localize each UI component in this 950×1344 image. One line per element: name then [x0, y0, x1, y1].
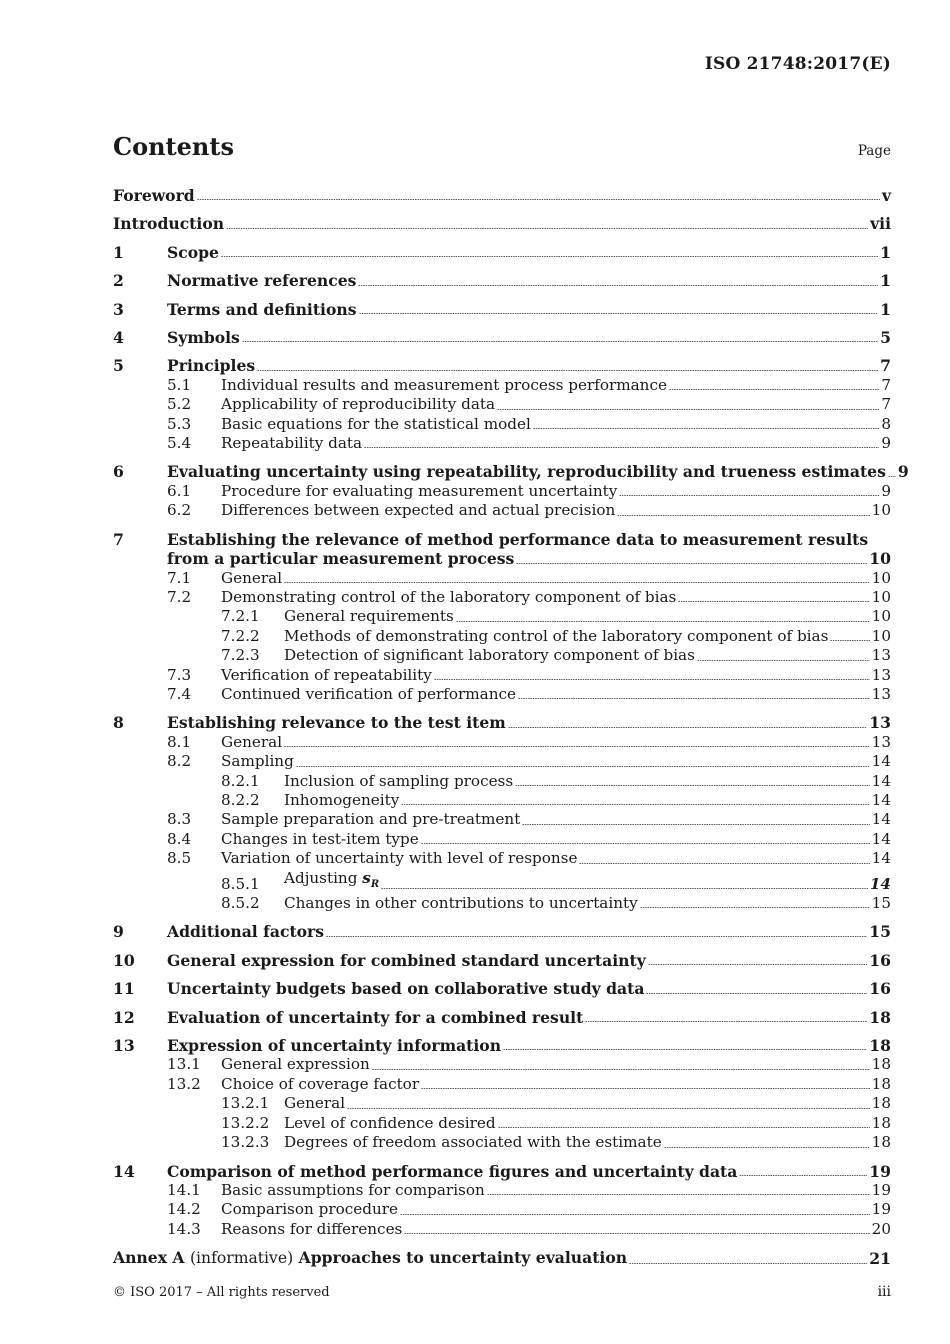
toc-title-line1: Establishing the relevance of method performance data to measurement results [167, 529, 869, 549]
toc-entry-9[interactable] [113, 922, 891, 941]
toc-page: 18 [871, 1113, 891, 1132]
toc-title: Inclusion of sampling process [284, 771, 514, 790]
dot-leader [518, 698, 870, 699]
toc-title: Verification of repeatability [221, 665, 432, 684]
toc-title: Applicability of reproducibility data [221, 395, 496, 414]
dot-leader [516, 563, 867, 564]
toc-number: 7.2.2 [221, 626, 260, 645]
toc-entry-14-2[interactable] [113, 1200, 891, 1219]
toc-page: 14 [871, 771, 891, 790]
toc-number: 6 [113, 462, 124, 482]
toc-title: Evaluating uncertainty using repeatability, reproducibility and trueness estimates [167, 462, 886, 482]
toc-number: 8 [113, 713, 124, 733]
toc-number: 7.4 [167, 684, 192, 703]
toc-title: Principles [167, 356, 256, 376]
toc-entry-13-1[interactable] [113, 1055, 891, 1074]
dot-leader [648, 964, 868, 965]
toc-number: 13.2.1 [221, 1094, 270, 1113]
toc-title-text: Adjusting [284, 868, 358, 887]
toc-page: 10 [871, 501, 891, 520]
toc-title: Establishing relevance to the test item [167, 713, 506, 733]
toc-title: Symbols [167, 328, 240, 348]
toc-entry-foreword[interactable] [113, 186, 891, 205]
toc-number: 5.4 [167, 434, 192, 453]
toc-page: 9 [897, 462, 909, 482]
toc-page: 1 [880, 271, 891, 291]
toc-page: 14 [869, 874, 891, 893]
toc-page: 16 [869, 950, 891, 970]
toc-title: Expression of uncertainty information [167, 1036, 502, 1056]
toc-page: 5 [880, 328, 891, 348]
toc-entry-13-2[interactable] [113, 1075, 891, 1094]
toc-title: General [221, 732, 283, 751]
toc-title: Individual results and measurement process performance [221, 375, 667, 394]
dot-leader [401, 804, 869, 805]
toc-title: Choice of coverage factor [221, 1074, 420, 1093]
toc-entry-7[interactable] [113, 530, 891, 549]
dot-leader [400, 1214, 870, 1215]
toc-number: 7.1 [167, 568, 192, 587]
toc-page: 13 [871, 646, 891, 665]
toc-entry-8-4[interactable] [113, 830, 891, 849]
toc-page: 18 [869, 1007, 891, 1027]
toc-number: 13.2.2 [221, 1113, 270, 1132]
dot-leader [296, 766, 870, 767]
dot-leader [579, 863, 869, 864]
toc-page: 14 [871, 829, 891, 848]
toc-entry-8-5[interactable] [113, 849, 891, 868]
toc-title: Inhomogeneity [284, 790, 400, 809]
toc-page: 18 [871, 1133, 891, 1152]
toc-page: 1 [880, 299, 891, 319]
toc-page: 18 [871, 1074, 891, 1093]
annex-title: Approaches to uncertainty evaluation [298, 1248, 628, 1268]
dot-leader [617, 515, 869, 516]
toc-entry-annex-a[interactable] [113, 1248, 891, 1268]
toc-title: Degrees of freedom associated with the estimate [284, 1133, 662, 1152]
dot-leader [404, 1233, 869, 1234]
toc-entry-introduction[interactable] [113, 214, 891, 233]
toc-number: 8.2 [167, 752, 192, 771]
toc-entry-6[interactable] [113, 462, 909, 482]
toc-page: 19 [871, 1180, 891, 1199]
toc-title: Detection of significant laboratory component of bias [284, 646, 695, 665]
toc-title: Variation of uncertainty with level of response [221, 849, 578, 868]
toc-entry-8-2-1[interactable] [113, 772, 891, 791]
toc-entry-6-1[interactable] [113, 482, 891, 501]
toc-title [284, 869, 379, 894]
toc-entry-11[interactable] [113, 979, 891, 998]
toc-title: Procedure for evaluating measurement uncertainty [221, 481, 618, 500]
toc-page: 13 [871, 732, 891, 751]
toc-entry-5-3[interactable] [113, 415, 891, 434]
toc-page: 18 [871, 1094, 891, 1113]
toc-entry-13-2-2[interactable] [113, 1114, 891, 1133]
copyright-notice: © ISO 2017 – All rights reserved [113, 1285, 330, 1300]
toc-title: Foreword [113, 186, 195, 205]
toc-number: 5.3 [167, 414, 192, 433]
toc-number: 13.2.3 [221, 1133, 270, 1152]
toc-entry-5-2[interactable] [113, 395, 891, 414]
toc-entry-13[interactable] [113, 1036, 891, 1055]
toc-page: 10 [871, 626, 891, 645]
dot-leader [421, 843, 870, 844]
toc-number: 14.2 [167, 1200, 201, 1219]
toc-entry-14-3[interactable] [113, 1220, 891, 1239]
toc-page: 1 [880, 242, 891, 262]
toc-entry-14-1[interactable] [113, 1181, 891, 1200]
dot-leader [664, 1147, 870, 1148]
toc-page: 20 [871, 1219, 891, 1238]
toc-title: Additional factors [167, 922, 325, 942]
dot-leader [515, 785, 870, 786]
dot-leader [364, 447, 879, 448]
toc-entry-5-1[interactable] [113, 376, 891, 395]
toc-title: Repeatability data [221, 434, 363, 453]
toc-page: 7 [881, 375, 891, 394]
toc-entry-7-continued[interactable] [113, 549, 891, 568]
toc-entry-8-5-1[interactable] [113, 869, 891, 894]
toc-entry-7-2-1[interactable] [113, 607, 891, 626]
toc-page: 13 [869, 713, 891, 733]
toc-title: Introduction [113, 214, 225, 234]
toc-title: Reasons for differences [221, 1219, 403, 1238]
toc-title: Continued verification of performance [221, 684, 517, 703]
toc-page: 13 [871, 684, 891, 703]
toc-page: 13 [871, 665, 891, 684]
toc-entry-7-4[interactable] [113, 685, 891, 704]
toc-number: 3 [113, 299, 124, 319]
toc-entry-13-2-1[interactable] [113, 1094, 891, 1113]
toc-entry-7-3[interactable] [113, 666, 891, 685]
toc-number: 11 [113, 979, 135, 999]
dot-leader [697, 660, 870, 661]
dot-leader [358, 285, 878, 286]
dot-leader [619, 495, 879, 496]
toc-title [113, 1248, 627, 1268]
toc-number: 8.5.2 [221, 894, 260, 913]
toc-entry-4[interactable] [113, 328, 891, 347]
toc-number: 13 [113, 1036, 135, 1056]
toc-entry-7-2-2[interactable] [113, 627, 891, 646]
toc-number: 7.2.1 [221, 607, 260, 626]
toc-number: 5 [113, 356, 124, 376]
toc-entry-7-1[interactable] [113, 569, 891, 588]
toc-number: 8.4 [167, 829, 192, 848]
toc-number: 8.2.2 [221, 790, 260, 809]
toc-page: v [881, 186, 891, 205]
toc-number: 8.5.1 [221, 874, 260, 893]
dot-leader [498, 1127, 870, 1128]
toc-page: 9 [881, 481, 891, 500]
toc-entry-7-2-3[interactable] [113, 646, 891, 665]
dot-leader [221, 256, 878, 257]
dot-leader [381, 888, 868, 889]
dot-leader [197, 199, 880, 200]
toc-title: Normative references [167, 271, 357, 291]
toc-number: 7.3 [167, 665, 192, 684]
toc-entry-6-2[interactable] [113, 501, 891, 520]
toc-title: Scope [167, 242, 219, 262]
dot-leader [533, 428, 879, 429]
dot-leader [646, 993, 867, 994]
toc-title: Methods of demonstrating control of the laboratory component of bias [284, 626, 829, 645]
toc-entry-13-2-3[interactable] [113, 1133, 891, 1152]
toc-title: Sample preparation and pre-treatment [221, 810, 521, 829]
toc-number: 12 [113, 1007, 135, 1027]
toc-number: 7.2.3 [221, 646, 260, 665]
dot-leader [888, 476, 896, 477]
toc-title: Evaluation of uncertainty for a combined result [167, 1007, 584, 1027]
contents-heading: Contents [113, 132, 234, 161]
toc-number: 6.1 [167, 481, 192, 500]
table-of-contents [113, 186, 909, 1269]
annex-qualifier: (informative) [189, 1249, 294, 1268]
dot-leader [629, 1263, 867, 1264]
dot-leader [640, 907, 870, 908]
toc-number: 8.3 [167, 810, 192, 829]
toc-entry-8-2-2[interactable] [113, 791, 891, 810]
toc-number: 9 [113, 922, 124, 942]
toc-number: 1 [113, 242, 124, 262]
dot-leader [242, 341, 878, 342]
toc-number: 14.3 [167, 1219, 201, 1238]
toc-entry-7-2[interactable] [113, 588, 891, 607]
toc-page: 7 [880, 356, 891, 376]
dot-leader [326, 936, 867, 937]
toc-entry-10[interactable] [113, 951, 891, 970]
toc-title: Uncertainty budgets based on collaborative study data [167, 979, 645, 999]
toc-entry-12[interactable] [113, 1008, 891, 1027]
toc-number: 7.2 [167, 587, 192, 606]
toc-number: 13.2 [167, 1074, 201, 1093]
toc-entry-2[interactable] [113, 271, 891, 290]
toc-entry-8-5-2[interactable] [113, 894, 891, 913]
toc-page: 14 [871, 849, 891, 868]
dot-leader [284, 746, 870, 747]
dot-leader [284, 582, 870, 583]
dot-leader [830, 640, 869, 641]
toc-entry-5-4[interactable] [113, 434, 891, 453]
toc-number: 8.5 [167, 849, 192, 868]
toc-page: 16 [869, 979, 891, 999]
dot-leader [739, 1175, 867, 1176]
toc-title: Demonstrating control of the laboratory component of bias [221, 587, 677, 606]
dot-leader [678, 601, 869, 602]
page-number: iii [877, 1284, 891, 1300]
toc-title: General [284, 1094, 346, 1113]
toc-title: Comparison of method performance figures and uncertainty data [167, 1161, 738, 1181]
toc-number: 2 [113, 271, 124, 291]
toc-title: General [221, 568, 283, 587]
toc-title: General requirements [284, 607, 454, 626]
toc-entry-8[interactable] [113, 713, 891, 732]
toc-page: 10 [871, 587, 891, 606]
toc-page: 14 [871, 810, 891, 829]
toc-page: 18 [871, 1055, 891, 1074]
toc-number: 14.1 [167, 1180, 201, 1199]
toc-page: 7 [881, 395, 891, 414]
toc-title: General expression [221, 1055, 370, 1074]
dot-leader [257, 370, 878, 371]
toc-number: 5.1 [167, 375, 192, 394]
toc-title: Changes in test-item type [221, 829, 419, 848]
toc-number: 7 [113, 529, 124, 549]
dot-leader [359, 313, 879, 314]
dot-leader [669, 389, 879, 390]
dot-leader [434, 679, 870, 680]
toc-title: Differences between expected and actual precision [221, 501, 616, 520]
annex-label: Annex A [113, 1248, 185, 1268]
page-column-label: Page [857, 143, 891, 159]
dot-leader [487, 1194, 870, 1195]
toc-title: Basic equations for the statistical model [221, 414, 531, 433]
toc-page: 21 [869, 1249, 891, 1269]
toc-entry-3[interactable] [113, 300, 891, 319]
symbol-s: s [362, 868, 371, 887]
toc-entry-8-1[interactable] [113, 733, 891, 752]
dot-leader [508, 727, 868, 728]
toc-page: 19 [869, 1161, 891, 1181]
toc-entry-5[interactable] [113, 356, 891, 375]
toc-page: 10 [871, 568, 891, 587]
dot-leader [585, 1021, 867, 1022]
toc-title: Sampling [221, 752, 294, 771]
toc-number: 14 [113, 1161, 135, 1181]
toc-entry-1[interactable] [113, 243, 891, 262]
toc-title-line2: from a particular measurement process [167, 549, 515, 569]
toc-page: 14 [871, 790, 891, 809]
toc-page: 15 [869, 922, 891, 942]
toc-number: 13.1 [167, 1055, 201, 1074]
dot-leader [497, 409, 879, 410]
toc-number: 4 [113, 328, 124, 348]
toc-number: 5.2 [167, 395, 192, 414]
toc-number: 8.2.1 [221, 771, 260, 790]
toc-page: 18 [869, 1036, 891, 1056]
dot-leader [421, 1088, 870, 1089]
dot-leader [347, 1108, 870, 1109]
toc-page: 15 [871, 894, 891, 913]
toc-number: 10 [113, 950, 135, 970]
dot-leader [522, 824, 869, 825]
toc-number: 6.2 [167, 501, 192, 520]
toc-page: 19 [871, 1200, 891, 1219]
toc-entry-14[interactable] [113, 1162, 891, 1181]
toc-page: 9 [881, 434, 891, 453]
dot-leader [456, 621, 870, 622]
toc-page: vii [870, 214, 891, 234]
toc-number: 8.1 [167, 732, 192, 751]
dot-leader [372, 1069, 870, 1070]
toc-title: Comparison procedure [221, 1200, 398, 1219]
toc-title: Level of confidence desired [284, 1113, 496, 1132]
toc-page: 8 [881, 414, 891, 433]
toc-entry-8-3[interactable] [113, 810, 891, 829]
dot-leader [503, 1049, 867, 1050]
document-id: ISO 21748:2017(E) [704, 54, 891, 74]
toc-title: General expression for combined standard uncertainty [167, 950, 646, 970]
toc-page: 14 [871, 752, 891, 771]
toc-title: Changes in other contributions to uncertainty [284, 894, 638, 913]
toc-page: 10 [871, 607, 891, 626]
toc-page: 10 [869, 549, 891, 569]
toc-entry-8-2[interactable] [113, 752, 891, 771]
dot-leader [226, 228, 868, 229]
toc-title: Terms and definitions [167, 299, 357, 319]
toc-title: Basic assumptions for comparison [221, 1180, 485, 1199]
symbol-subscript-r: R [370, 878, 380, 890]
